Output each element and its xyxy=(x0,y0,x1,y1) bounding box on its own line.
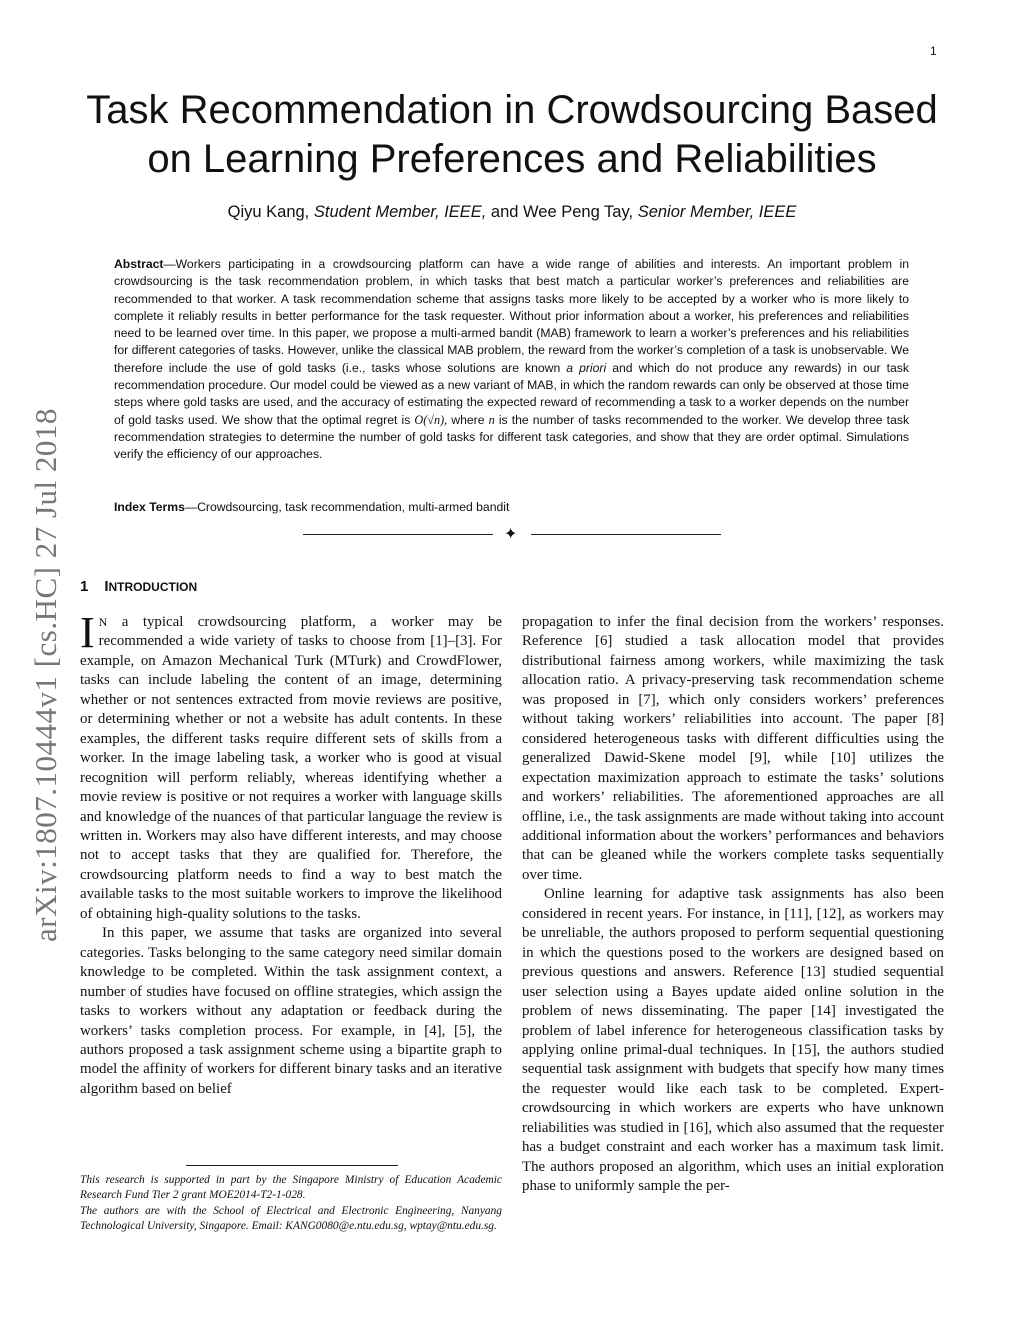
footnote-rule xyxy=(186,1165,398,1166)
regret-formula: O(√n), xyxy=(414,412,448,427)
separator-line-right xyxy=(531,534,721,535)
arxiv-side-stamp: arXiv:1807.10444v1 [cs.HC] 27 Jul 2018 xyxy=(28,408,63,942)
dropcap: I xyxy=(80,608,95,657)
section-separator xyxy=(300,526,724,543)
abstract-text-2: and which do not produce any rewards) in our task recommendation procedure. Our model could be viewed as a new variant of MAB, in which the random rewards can only be observed at those time steps where gold tasks are used, and the accuracy of estimating the expected reward of recommending a task to a worker depends on the number of gold tasks used. We show that the optimal regret is xyxy=(114,360,909,427)
abstract-text-3: where xyxy=(451,412,485,427)
footnotes xyxy=(80,1173,502,1234)
title-line-2: on Learning Preferences and Reliabilities xyxy=(147,137,877,181)
footnote-affiliation: The authors are with the School of Electrical and Electronic Engineering, Nanyang Technological University, Singapore. Email: KANG0080@e.ntu.edu.sg, wptay@ntu.edu.sg. xyxy=(80,1204,502,1232)
footnote-funding: This research is supported in part by the Singapore Ministry of Education Academic Research Fund Tier 2 grant MOE2014-T2-1-028. xyxy=(80,1174,502,1202)
n-symbol: n xyxy=(488,412,495,427)
right-paragraph-1: propagation to infer the final decision from the workers’ responses. Reference [6] studied a task allocation model that provides distributional fairness among workers, while maximizing the task allocation ratio. A privacy-preserving task recommendation scheme was proposed in [7], which only considers workers’ preferences without taking workers’ reliabilities into account. The paper [8] considered heterogeneous tasks with different difficulties using the generalized Dawid-Skene model [9], while [10] utilizes the expectation maximization approach to estimate the tasks’ solutions and workers’ reliabilities. The aforementioned approaches are all offline, i.e., the task assignments are made without taking into account additional information about the workers’ performances and behaviors that can be gleaned while the workers complete tasks sequentially over time. xyxy=(522,614,944,883)
author-2: Wee Peng Tay, xyxy=(523,203,634,221)
title-line-1: Task Recommendation in Crowdsourcing Based xyxy=(86,88,938,132)
section-title-initial: I xyxy=(104,578,109,595)
author-2-role: Senior Member, IEEE xyxy=(637,203,797,221)
author-1: Qiyu Kang, xyxy=(227,203,310,221)
right-paragraph-2: Online learning for adaptive task assignments has also been considered in recent years. For instance, in [11], [12], as workers may be unreliable, the authors proposed to perform sequential questioning in which the questions posed to the workers are designed based on previous questions and answers. Reference [13] studied sequential user selection using a Bayes update aided online solution in the problem of news disseminating. The paper [14] investigated the problem of label inference for heterogeneous classification tasks by applying online primal-dual techniques. In [15], the authors studied sequential task assignment with budgets that specify how many times the requester would like each task to be completed. Expert-crowdsourcing in which workers are experts who have unknown reliabilities was studied in [16], which also assumed that the requester has a budget constraint and each worker has a maximum task limit. The authors proposed an algorithm, which uses an initial exploration phase to uniformly sample the per- xyxy=(522,886,944,1195)
left-paragraph-1 xyxy=(80,608,502,924)
left-paragraph-1-text: a typical crowdsourcing platform, a worker may be recommended a wide variety of tasks to choose from [1]–[3]. For example, on Amazon Mechanical Turk (MTurk) and CrowdFlower, tasks can include labeling the content of an image, determining whether or not sentences extracted from movie reviews are positive, or determining whether or not a website has adult contents. In these examples, the different tasks require different sets of skills from a worker. In the image labeling task, a worker who is good at visual recognition will perform reliably, whereas identifying whether a movie review is positive or not requires a worker with language skills and knowledge of the nuances of that particular language the review is written in. Workers may also have different interests, and may choose not to accept tasks that they are qualified for. Therefore, the crowdsourcing platform needs to find a way to best match the available tasks to the most suitable workers to improve the likelihood of obtaining high-quality solutions to the tasks. xyxy=(80,614,502,922)
section-title-rest: NTRODUCTION xyxy=(108,580,198,594)
abstract-text-1: —Workers participating in a crowdsourcing platform can have a wide range of abilities and interests. An important problem in crowdsourcing is the task recommendation problem, in which tasks that best match a particular worker’s preferences and reliabilities are recommended to that worker. A task recommendation scheme that assigns tasks more likely to be accepted by a worker who is more likely to complete it reliably results in better performance for the task requester. Without prior information about a worker, his preferences and reliabilities need to be learned over time. In this paper, we propose a multi-armed bandit (MAB) framework to learn a worker’s preferences and his reliabilities for different categories of tasks. However, unlike the classical MAB problem, the reward from the worker’s completion of a task is unobservable. We therefore include the use of gold tasks (i.e., tasks whose solutions are known xyxy=(114,257,909,375)
section-heading xyxy=(80,578,197,595)
paper-title xyxy=(70,86,954,184)
abstract xyxy=(114,256,909,464)
abstract-text-4: is the number of tasks recommended to the worker. We develop three task recommendation strategies to determine the number of gold tasks for different task categories, and show that they are order optimal. Simulations verify the efficiency of our approaches. xyxy=(114,412,910,462)
author-1-role: Student Member, IEEE, xyxy=(313,203,487,221)
separator-line-left xyxy=(303,534,493,535)
separator-diamond-icon: ✦ xyxy=(504,526,518,543)
left-paragraph-2: In this paper, we assume that tasks are organized into several categories. Tasks belonging to the same category need similar domain knowledge to be completed. Within the task assignment context, a number of studies have focused on offline strategies, which assign the tasks to workers without any adaptation or feedback during the workers’ tasks completion process. For example, in [4], [5], the authors proposed a task assignment scheme using a bipartite graph to model the affinity of workers for different binary tasks and an iterative algorithm based on belief xyxy=(80,925,502,1097)
index-terms-label: Index Terms xyxy=(114,500,185,514)
left-column xyxy=(80,608,502,1099)
first-word-caps: N xyxy=(98,615,108,629)
index-terms xyxy=(114,500,909,514)
section-number: 1 xyxy=(80,578,89,595)
authors-and: and xyxy=(490,203,519,221)
abstract-italic: a priori xyxy=(566,360,607,375)
abstract-label: Abstract xyxy=(114,257,164,271)
page-number: 1 xyxy=(930,44,937,58)
right-column xyxy=(522,613,944,1197)
authors-line xyxy=(70,203,954,222)
index-terms-text: —Crowdsourcing, task recommendation, multi-armed bandit xyxy=(184,500,510,514)
